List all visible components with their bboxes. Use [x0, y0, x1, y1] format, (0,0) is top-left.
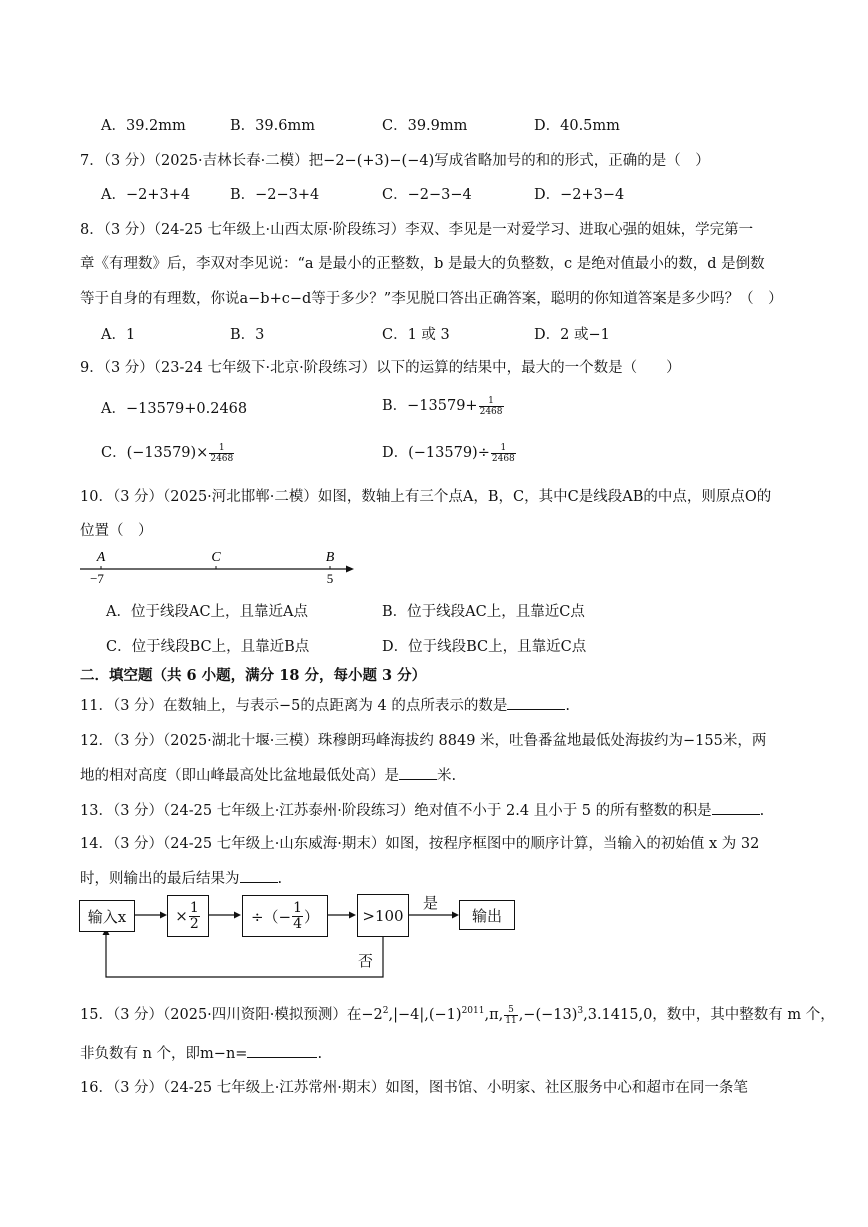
q6-option-b: B．39.6mm	[230, 118, 315, 134]
q10-option-c: C．位于线段BC上，且靠近B点	[106, 639, 310, 655]
arrow-head	[234, 912, 241, 919]
tick-a-value: −7	[90, 571, 104, 586]
q15-stem-end: ,3.1415,0，数中，其中整数有 m 个，	[583, 1007, 835, 1023]
fraction-numerator: 1	[491, 443, 516, 454]
section-heading: 二．填空题（共 6 小题，满分 18 分，每小题 3 分）	[80, 667, 427, 684]
flow-condition-box	[357, 894, 409, 937]
q8-option-b: B．3	[230, 327, 265, 343]
point-b-label: B	[325, 550, 335, 565]
q10-option-d: D．位于线段BC上，且靠近C点	[382, 639, 587, 655]
q13-answer-blank	[712, 800, 760, 815]
flow-multiply-fraction	[189, 901, 200, 932]
flow-divide-suffix: ）	[304, 907, 320, 926]
q15-mid-3: ,−(−13)	[518, 1007, 578, 1023]
flow-multiply-sign: ×	[175, 907, 188, 925]
fraction-denominator: 4	[293, 915, 303, 932]
q11-stem: 11．（3 分）在数轴上，与表示−5的点距离为 4 的点所表示的数是	[80, 698, 508, 714]
q11	[80, 694, 570, 715]
q12-line2	[80, 764, 456, 785]
fraction-numerator: 1	[479, 396, 504, 407]
q15-sup-3: 3	[577, 1006, 584, 1017]
q7-option-a: A．−2+3+4	[101, 187, 191, 203]
q15-line2-stem: 非负数有 n 个，即m−n=	[80, 1046, 248, 1062]
q10-line1: 10．（3 分）（2025·河北邯郸·二模）如图，数轴上有三个点A，B，C，其中C是线段AB的中点，则原点O的	[80, 489, 772, 505]
q15-mid-1: ,|−4|,(−1)	[388, 1007, 462, 1023]
fraction-numerator: 1	[209, 443, 234, 454]
flow-output-label: 输出	[471, 906, 502, 925]
q15-fraction	[504, 1005, 517, 1026]
q13	[80, 799, 764, 820]
flow-input-box	[79, 900, 135, 932]
flow-output-box	[459, 900, 515, 930]
q13-stem: 13．（3 分）（24-25 七年级上·江苏泰州·阶段练习）绝对值不小于 2.4 且小于 5 的所有整数的积是	[80, 803, 712, 819]
q15-line1	[80, 1003, 835, 1026]
fraction-denominator: 2468	[479, 406, 503, 417]
q9-option-d-prefix: D．(−13579)÷	[382, 445, 490, 461]
q14-answer-blank	[240, 868, 278, 883]
flow-input-label: 输入x	[87, 907, 127, 926]
q6-option-d: D．40.5mm	[534, 118, 620, 134]
q15-sup-2: 2011	[461, 1006, 485, 1017]
q7-option-d: D．−2+3−4	[534, 187, 625, 203]
flow-multiply-box	[167, 895, 209, 937]
fraction-denominator: 11	[505, 1015, 517, 1026]
q14-line2-stem: 时，则输出的最后结果为	[80, 871, 240, 887]
flow-yes-label: 是	[423, 894, 439, 912]
flow-divide-prefix: ÷（−	[250, 907, 292, 926]
q10-line2: 位置（ ）	[80, 523, 153, 539]
flow-divide-fraction	[292, 901, 303, 932]
fraction-numerator: 1	[189, 899, 199, 916]
q8-line2: 章《有理数》后，李双对李见说：“a 是最小的正整数，b 是最大的负整数，c 是绝对值最小的数，d 是倒数	[80, 256, 765, 272]
q12-answer-blank	[399, 765, 437, 780]
q9-option-c-prefix: C．(−13579)×	[101, 445, 209, 461]
q7-option-b: B．−2−3+4	[230, 187, 320, 203]
fraction-denominator: 2468	[491, 453, 515, 464]
q12-line2-end: 米.	[437, 768, 457, 784]
point-c-label: C	[211, 550, 221, 565]
q11-answer-blank	[507, 695, 565, 710]
fraction-denominator: 2	[189, 915, 199, 932]
q10-option-b: B．位于线段AC上，且靠近C点	[382, 604, 585, 620]
q15-answer-blank	[247, 1043, 317, 1058]
q15-stem: 15．（3 分）（2025·四川资阳·模拟预测）在−2	[80, 1007, 383, 1023]
q6-option-a: A．39.2mm	[101, 118, 186, 134]
arrow-head	[452, 912, 459, 919]
q9-stem: 9．（3 分）（23-24 七年级下·北京·阶段练习）以下的运算的结果中，最大的一个数是（ ）	[80, 360, 681, 376]
arrow-head	[160, 912, 167, 919]
q7-stem: 7．（3 分）（2025·吉林长春·二模）把−2−(+3)−(−4)写成省略加号的和的形式，正确的是（ ）	[80, 153, 710, 169]
arrow-head	[349, 912, 356, 919]
q15-sup-1: 2	[382, 1006, 389, 1017]
q10-option-a: A．位于线段AC上，且靠近A点	[106, 604, 309, 620]
fraction-denominator: 2468	[210, 453, 234, 464]
q9-option-a: A．−13579+0.2468	[101, 401, 248, 417]
q15-mid-2: ,π,	[484, 1007, 504, 1023]
q6-option-c: C．39.9mm	[382, 118, 468, 134]
point-a-label: A	[96, 550, 106, 565]
q8-line3: 等于自身的有理数，你说a−b+c−d等于多少？”李见脱口答出正确答案，聪明的你知道答案是多少吗？（ ）	[80, 291, 783, 307]
q9-option-b-fraction	[479, 396, 504, 417]
q8-option-d: D．2 或−1	[534, 327, 610, 343]
q11-end: .	[565, 698, 570, 714]
q16-line1: 16．（3 分）（24-25 七年级上·江苏常州·期末）如图，图书馆、小明家、社区服务中心和超市在同一条笔	[80, 1080, 748, 1096]
q8-line1: 8．（3 分）（24-25 七年级上·山西太原·阶段练习）李双、李见是一对爱学习、进取心强的姐妹，学完第一	[80, 222, 754, 238]
q14-line2	[80, 867, 282, 888]
tick-b-value: 5	[326, 571, 334, 586]
flow-no-label: 否	[358, 952, 374, 970]
q8-option-c: C．1 或 3	[382, 327, 450, 343]
q9-option-c-fraction	[209, 443, 234, 464]
q9-option-d	[382, 441, 517, 464]
q9-option-b	[382, 394, 505, 417]
q15-line2	[80, 1042, 322, 1063]
q14-line2-end: .	[277, 871, 283, 887]
number-line-diagram	[78, 546, 358, 586]
q9-option-d-fraction	[491, 443, 516, 464]
q9-option-c	[101, 441, 235, 464]
flow-divide-box	[242, 895, 328, 937]
q13-end: .	[759, 803, 765, 819]
q9-option-b-prefix: B．−13579+	[382, 398, 478, 414]
q14-line1: 14．（3 分）（24-25 七年级上·山东威海·期末）如图，按程序框图中的顺序计算，当输入的初始值 x 为 32	[80, 836, 760, 852]
q7-option-c: C．−2−3−4	[382, 187, 472, 203]
q12-line2-stem: 地的相对高度（即山峰最高处比盆地最低处高）是	[80, 768, 399, 784]
number-line-arrow	[346, 566, 354, 573]
loop-back-line	[106, 931, 383, 977]
fraction-numerator: 1	[293, 899, 303, 916]
q15-line2-end: .	[317, 1046, 323, 1062]
q12-line1: 12．（3 分）（2025·湖北十堰·三模）珠穆朗玛峰海拔约 8849 米，吐鲁番盆地最低处海拔约为−155米，两	[80, 733, 767, 749]
fraction-numerator: 5	[504, 1005, 517, 1016]
flow-condition-label: >100	[362, 906, 404, 925]
q8-option-a: A．1	[101, 327, 136, 343]
